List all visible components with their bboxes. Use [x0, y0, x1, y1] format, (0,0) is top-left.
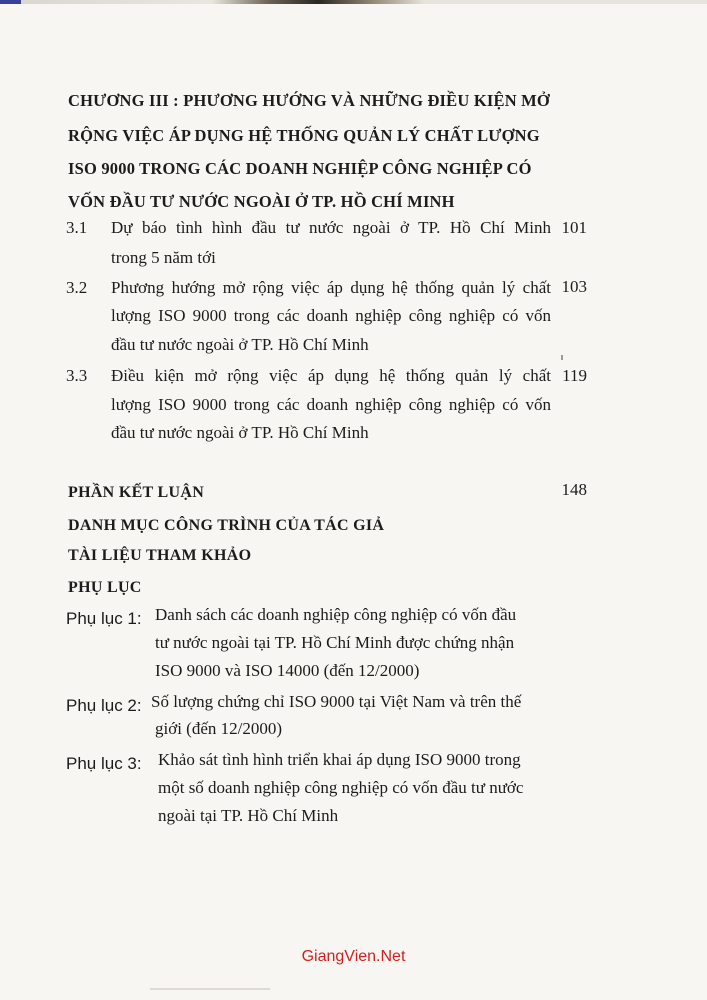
appendix-label: Phụ lục 1:: [66, 609, 142, 628]
entry-line: lượng ISO 9000 trong các doanh nghiệp công nghiệp có vốn: [111, 306, 551, 325]
entry-page-number: 101: [561, 218, 587, 237]
entry-page-number: 119: [562, 366, 587, 385]
references-title: TÀI LIỆU THAM KHẢO: [68, 547, 252, 564]
scan-speck: [561, 355, 563, 360]
chapter-heading-line-4: VỐN ĐẦU TƯ NƯỚC NGOÀI Ở TP. HỒ CHÍ MINH: [68, 192, 455, 211]
conclusion-title: PHẦN KẾT LUẬN: [68, 484, 205, 501]
watermark: GiangVien.Net: [301, 948, 406, 965]
appendix-label: Phụ lục 3:: [66, 754, 142, 773]
appendix-line: Danh sách các doanh nghiệp công nghiệp có vốn đầu: [155, 605, 517, 624]
appendix-line: tư nước ngoài tại TP. Hồ Chí Minh được chứng nhận: [155, 633, 515, 652]
appendix-label: Phụ lục 2:: [66, 696, 142, 715]
chapter-heading-line-1: CHƯƠNG III : PHƯƠNG HƯỚNG VÀ NHỮNG ĐIỀU KIỆN MỞ: [68, 91, 550, 110]
entry-line: Dự báo tình hình đầu tư nước ngoài ở TP. Hồ Chí Minh: [111, 218, 551, 237]
entry-number: 3.1: [66, 218, 88, 237]
entry-line: đầu tư nước ngoài ở TP. Hồ Chí Minh: [111, 423, 369, 442]
chapter-heading-line-3: ISO 9000 TRONG CÁC DOANH NGHIỆP CÔNG NGHIỆP CÓ: [68, 159, 532, 178]
entry-line: trong 5 năm tới: [111, 248, 216, 267]
appendix-line: giới (đến 12/2000): [155, 719, 283, 738]
appendix-line: ISO 9000 và ISO 14000 (đến 12/2000): [155, 661, 420, 680]
entry-line: đầu tư nước ngoài ở TP. Hồ Chí Minh: [111, 335, 369, 354]
appendix-line: ngoài tại TP. Hồ Chí Minh: [158, 806, 339, 825]
entry-line: Điều kiện mở rộng việc áp dụng hệ thống quản lý chất: [111, 366, 551, 385]
appendix-line: Số lượng chứng chỉ ISO 9000 tại Việt Nam và trên thế: [151, 692, 522, 711]
entry-line: Phương hướng mở rộng việc áp dụng hệ thống quản lý chất: [111, 278, 551, 297]
entry-number: 3.2: [66, 278, 88, 297]
appendix-line: Khảo sát tình hình triển khai áp dụng ISO 9000 trong: [158, 750, 521, 769]
entry-page-number: 103: [561, 277, 587, 296]
entry-line: lượng ISO 9000 trong các doanh nghiệp công nghiệp có vốn: [111, 395, 551, 414]
conclusion-page-number: 148: [561, 480, 587, 499]
scan-speck: [150, 988, 270, 990]
appendix-title: PHỤ LỤC: [68, 579, 142, 596]
chapter-heading-line-2: RỘNG VIỆC ÁP DỤNG HỆ THỐNG QUẢN LÝ CHẤT LƯỢNG: [68, 126, 540, 145]
scan-top-edge: [0, 0, 707, 4]
appendix-line: một số doanh nghiệp công nghiệp có vốn đầu tư nước: [158, 778, 524, 797]
entry-number: 3.3: [66, 366, 88, 385]
publications-title: DANH MỤC CÔNG TRÌNH CỦA TÁC GIẢ: [68, 517, 385, 534]
